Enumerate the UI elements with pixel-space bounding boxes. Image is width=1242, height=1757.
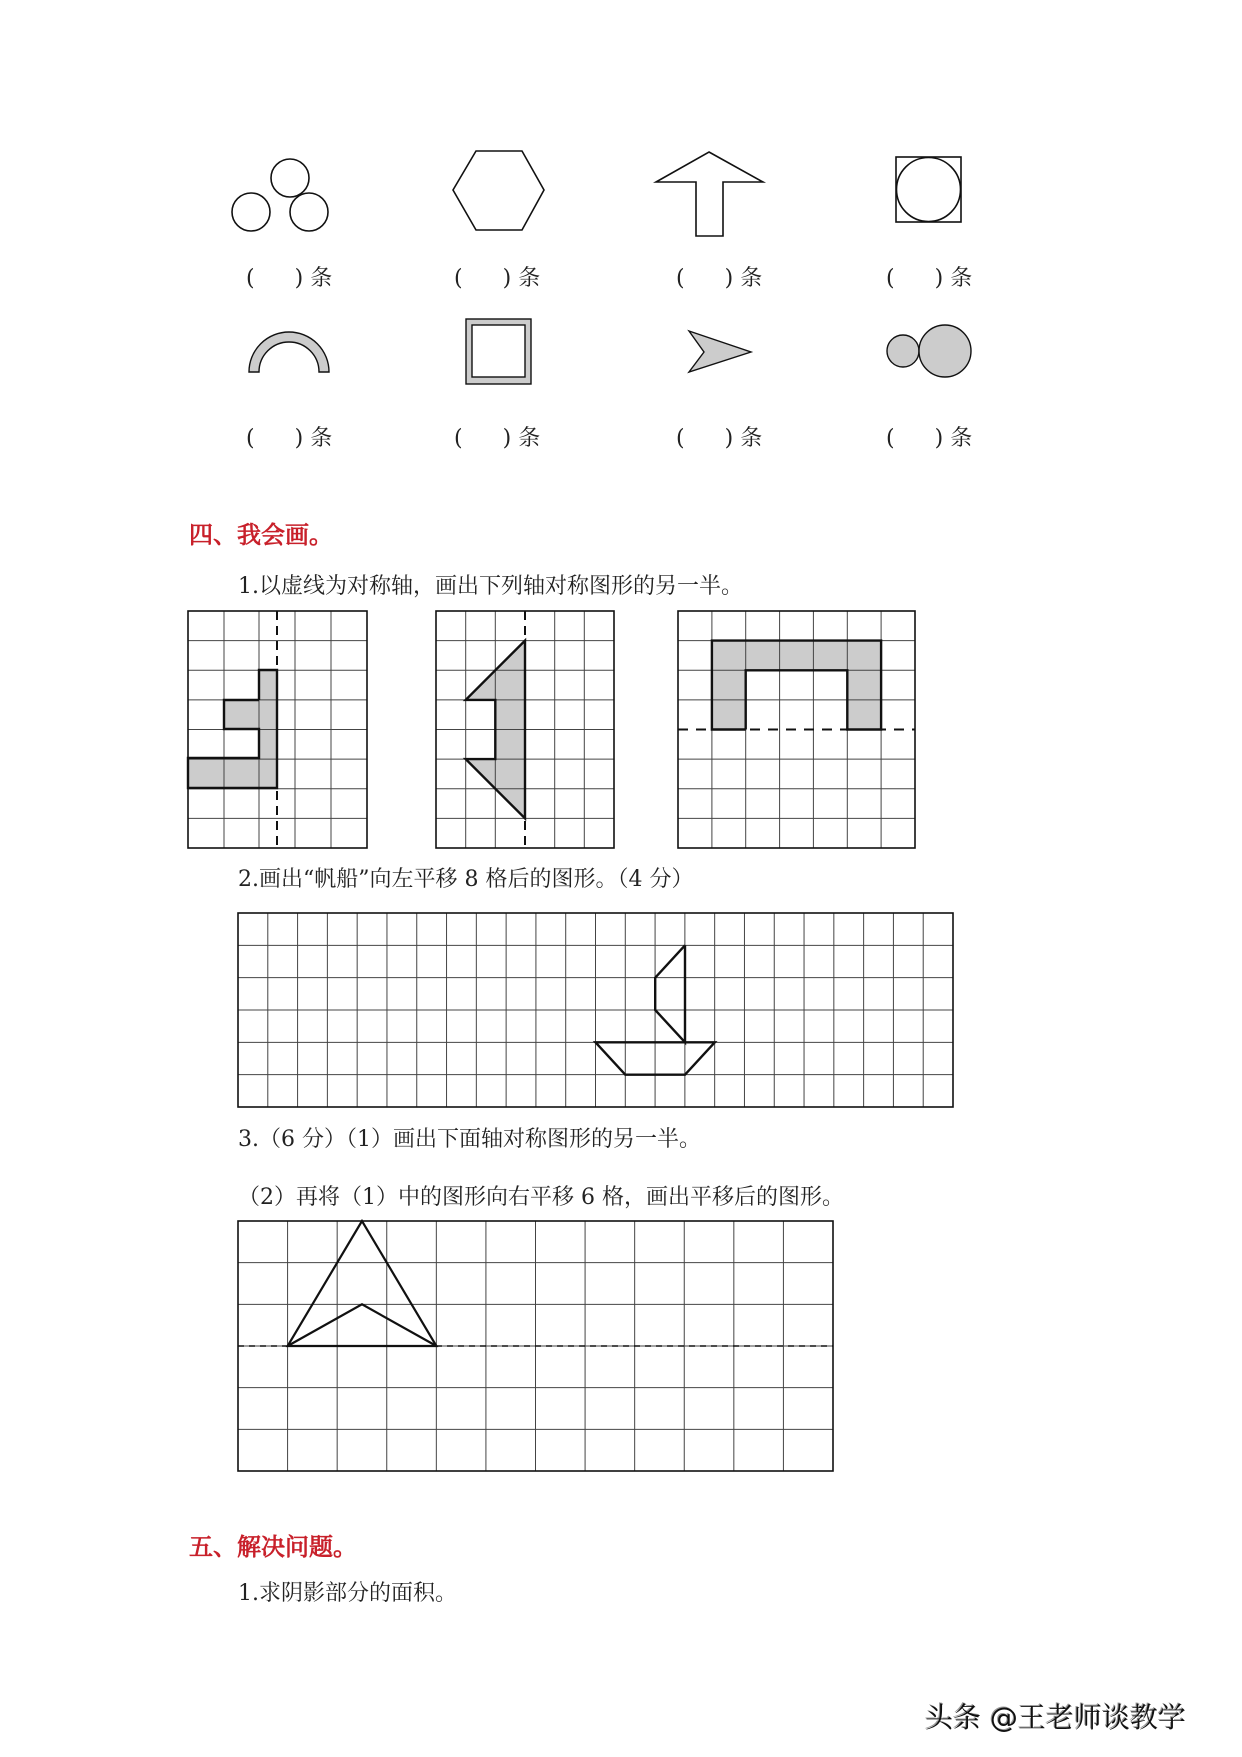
sailboat-grid[interactable]	[238, 913, 953, 1107]
answer-blank-1[interactable]	[246, 261, 332, 292]
symmetry-grid-1[interactable]	[188, 611, 367, 848]
paren-open: (	[676, 266, 685, 291]
unit-label: 条	[518, 266, 541, 291]
shaded-arch-figure	[249, 332, 329, 372]
question-5-1: 1.求阴影部分的面积。	[238, 1581, 457, 1606]
paren-open: (	[454, 266, 463, 291]
answer-blank-5[interactable]	[246, 421, 332, 452]
arrowhead-figure	[689, 331, 751, 372]
paren-close: )	[724, 426, 734, 451]
question-4-1: 1.以虚线为对称轴，画出下列轴对称图形的另一半。	[238, 574, 743, 599]
unit-label: 条	[950, 426, 973, 451]
paren-close: )	[502, 266, 512, 291]
paren-close: )	[294, 266, 304, 291]
answer-blank-2[interactable]	[454, 261, 540, 292]
symmetry-grid-2[interactable]	[436, 611, 614, 848]
watermark: 头条 @王老师谈教学	[925, 1701, 1186, 1734]
paren-open: (	[246, 266, 255, 291]
symmetry-grid-3[interactable]	[678, 611, 915, 848]
paren-close: )	[724, 266, 734, 291]
paren-open: (	[886, 426, 895, 451]
answer-blank-4[interactable]	[886, 261, 972, 292]
three-circles-figure	[232, 159, 328, 231]
triangle-grid[interactable]	[238, 1221, 833, 1471]
up-arrow-figure	[656, 152, 763, 236]
answer-blank-6[interactable]	[454, 421, 540, 452]
paren-open: (	[886, 266, 895, 291]
unit-label: 条	[310, 426, 333, 451]
unit-label: 条	[740, 426, 763, 451]
paren-open: (	[676, 426, 685, 451]
paren-open: (	[454, 426, 463, 451]
two-circles-figure	[887, 325, 971, 377]
answer-blank-3[interactable]	[676, 261, 762, 292]
question-4-2: 2.画出“帆船”向左平移 8 格后的图形。（4 分）	[238, 867, 694, 892]
square-frame-figure	[466, 319, 531, 384]
unit-label: 条	[740, 266, 763, 291]
question-4-3-part2: （2）再将（1）中的图形向右平移 6 格，画出平移后的图形。	[238, 1185, 844, 1210]
triangle-figure	[288, 1221, 437, 1346]
unit-label: 条	[518, 426, 541, 451]
question-4-3-part1: 3.（6 分）（1）画出下面轴对称图形的另一半。	[238, 1127, 701, 1152]
hexagon-figure	[453, 151, 544, 230]
paren-close: )	[502, 426, 512, 451]
paren-close: )	[934, 426, 944, 451]
unit-label: 条	[310, 266, 333, 291]
section-4-heading: 四、我会画。	[189, 520, 333, 549]
paren-close: )	[294, 426, 304, 451]
answer-blank-8[interactable]	[886, 421, 972, 452]
unit-label: 条	[950, 266, 973, 291]
section-5-heading: 五、解决问题。	[189, 1532, 357, 1561]
paren-open: (	[246, 426, 255, 451]
circle-in-square-figure	[896, 157, 961, 222]
answer-blank-7[interactable]	[676, 421, 762, 452]
paren-close: )	[934, 266, 944, 291]
